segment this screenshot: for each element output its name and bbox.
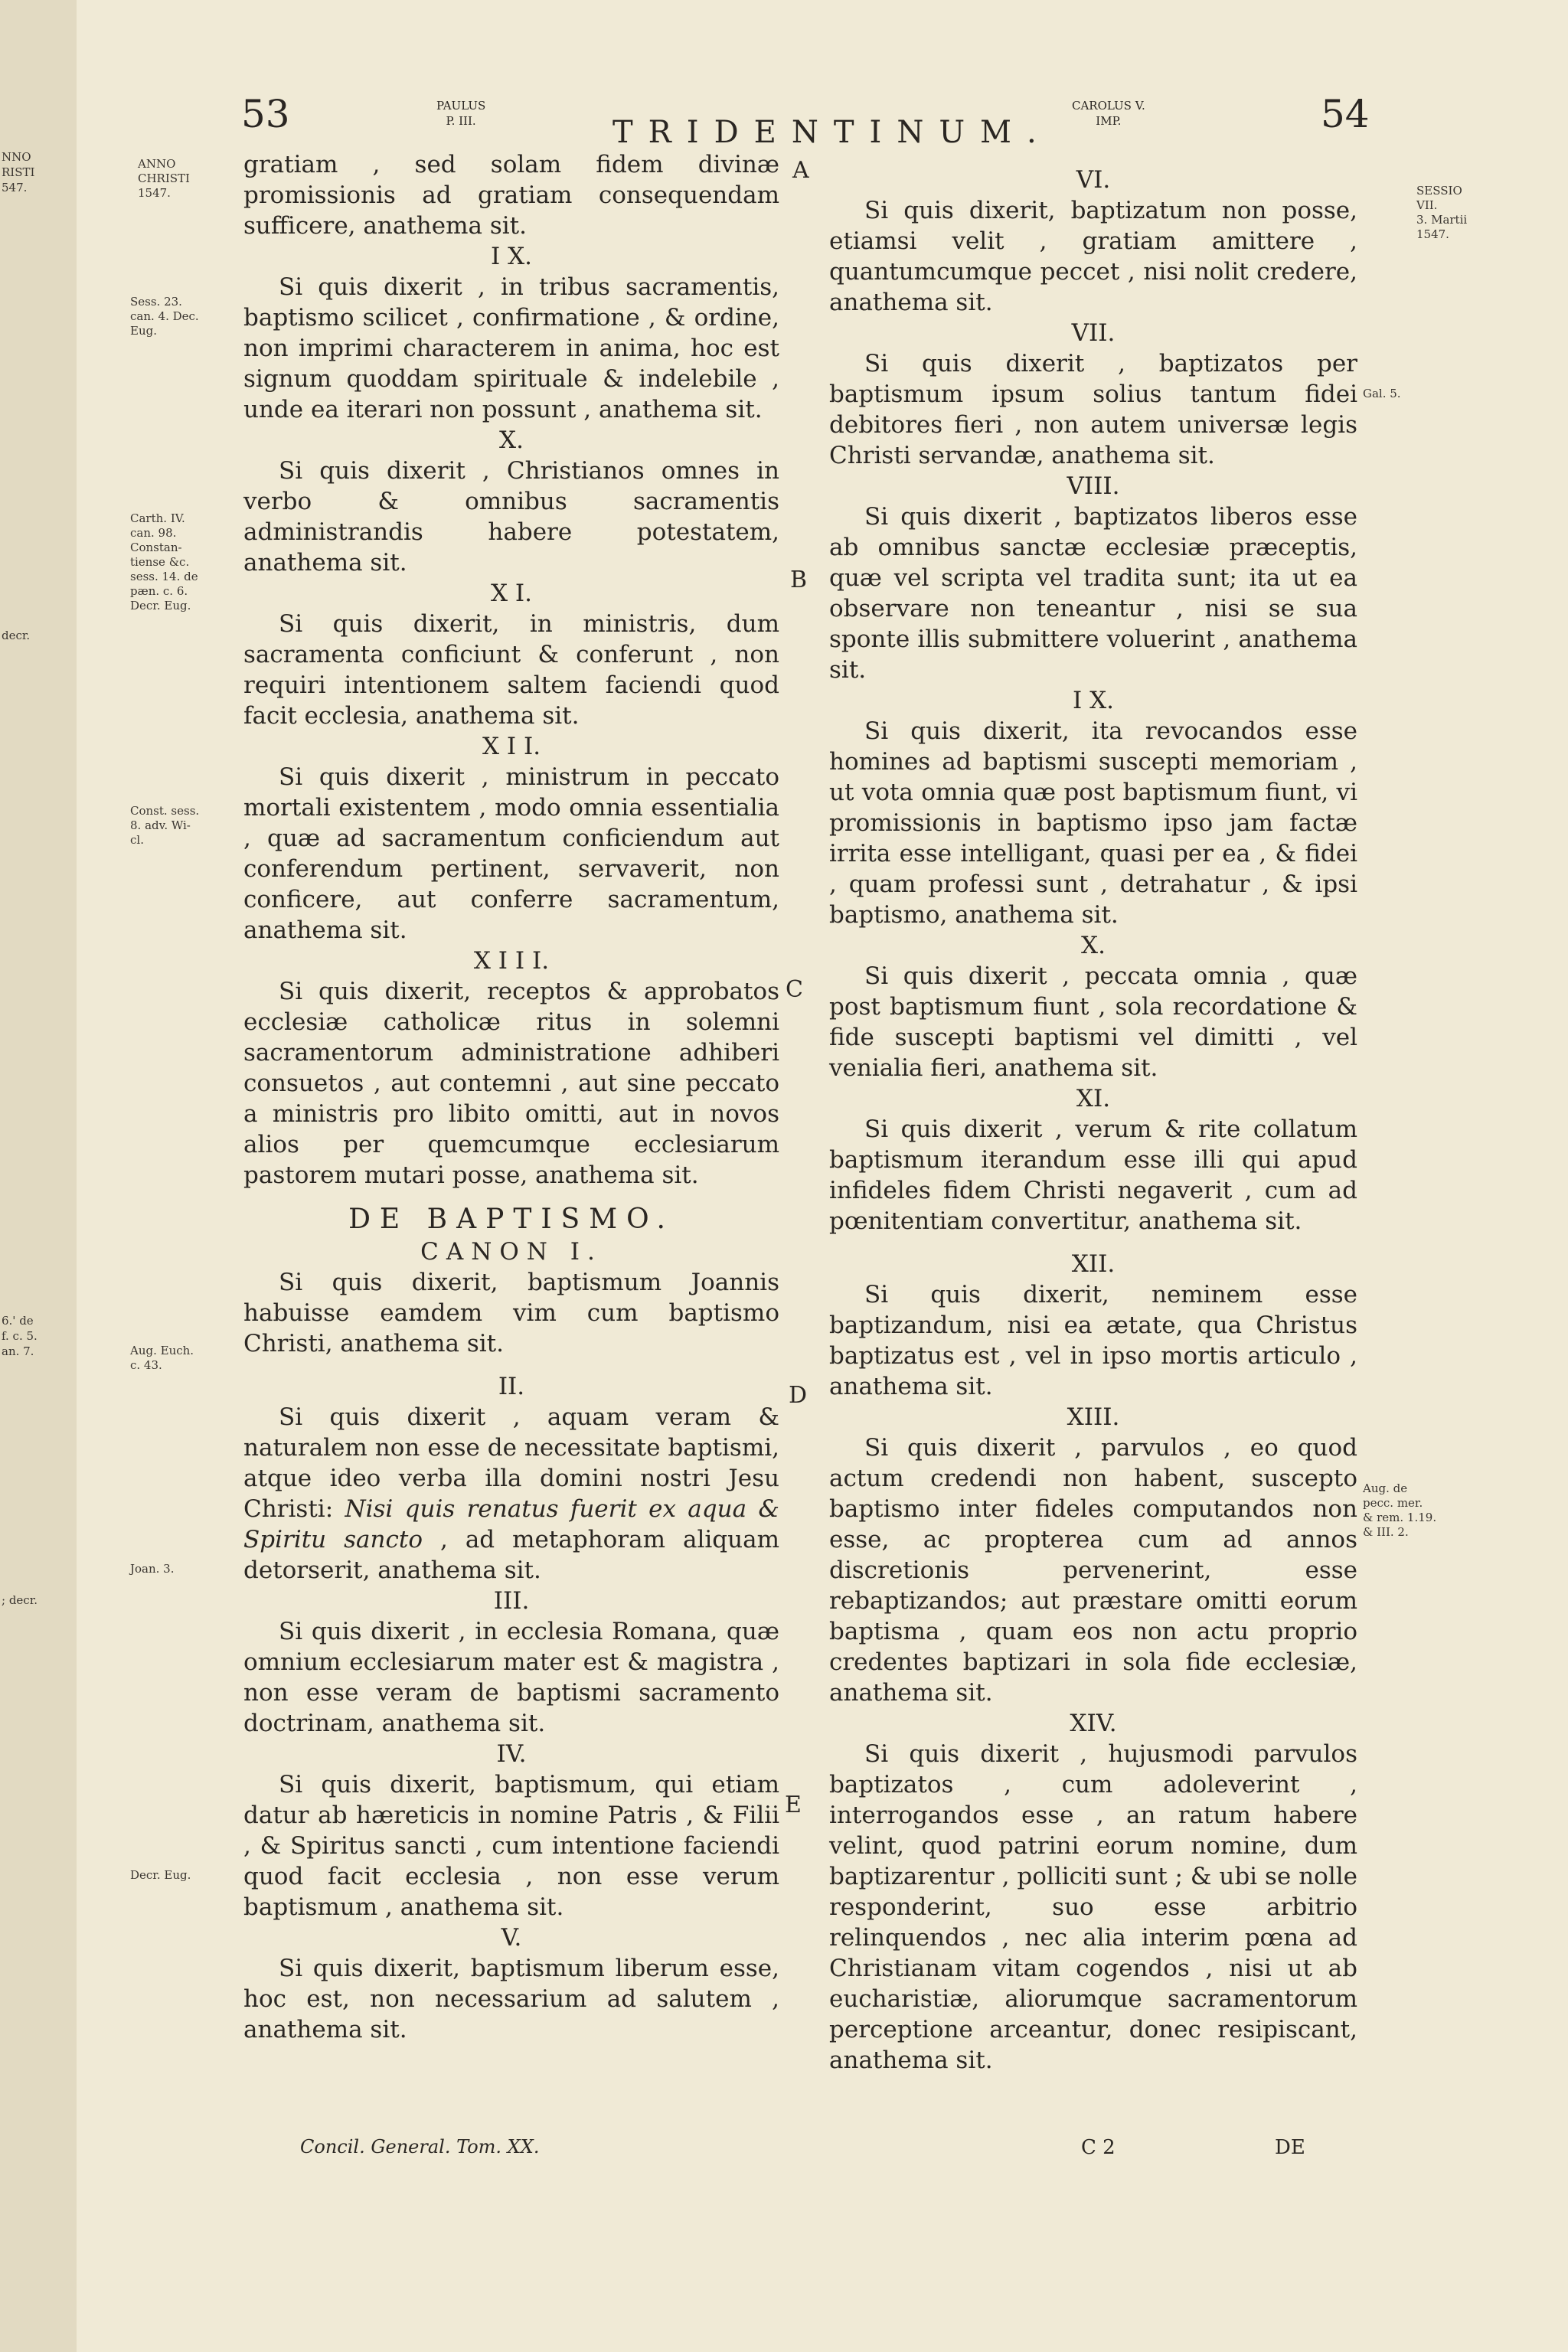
canon-number: VIII. xyxy=(1067,472,1120,500)
page-number-right: 54 xyxy=(1321,92,1370,136)
canon-text: Si quis dixerit , in tribus sacramentis, baptismo scilicet , confirmatione , & ordine, non imprimi characterem in anima, hoc est signum quoddam spirituale & indelebile , unde ea iterari non possunt , anathema sit. xyxy=(243,273,779,423)
canon-number: X. xyxy=(499,426,524,454)
canon-text: Si quis dixerit , hujusmodi parvulos baptizatos , cum adoleverint , interrogandos esse , an ratum habere velint, quod patrini eorum nomine, dum baptizarentur , polliciti sunt ; & ubi se nolle responderint, suo esse arbitrio relinquendos , nec alia interim pœna ad Christianam vitam cogendos , nisi ut ab eucharistiæ, aliorumque sacramentorum perceptione arceantur, donec resipiscant, anathema sit. xyxy=(829,1740,1357,2074)
canon-number: VII. xyxy=(1071,319,1116,347)
canon-number: IV. xyxy=(496,1740,527,1768)
previous-page-gutter xyxy=(0,0,79,2352)
canon-text: Si quis dixerit, in ministris, dum sacramenta conficiunt & conferunt , non requiri intentionem saltem faciendi quod facit ecclesia, anathema sit. xyxy=(243,610,779,730)
section-heading: DE BAPTISMO. xyxy=(348,1204,675,1235)
page-number-left: 53 xyxy=(241,92,290,136)
header-emperor: CAROLUS V. IMP. xyxy=(1072,99,1145,128)
margin-note: Gal. 5. xyxy=(1363,387,1401,400)
margin-note: Aug. de pecc. mer. & rem. 1.19. & III. 2. xyxy=(1363,1481,1437,1539)
canon-text: Si quis dixerit , parvulos , eo quod actum credendi non habent, suscepto baptismo inter fideles computandos non esse, ac propterea cum ad annos discretionis pervenerint, esse rebaptizandos; aut præstare omitti eorum baptisma , quam eos non actu proprio credentes baptizari in sola fide ecclesiæ, anathema sit. xyxy=(829,1434,1357,1707)
gutter-note: decr. xyxy=(2,629,31,642)
footer-source: Concil. General. Tom. XX. xyxy=(300,2136,540,2158)
canon-text: Si quis dixerit , Christianos omnes in verbo & omnibus sacramentis administrandis habere potestatem, anathema sit. xyxy=(243,457,779,577)
margin-year: ANNO CHRISTI 1547. xyxy=(138,157,190,200)
margin-note: Joan. 3. xyxy=(130,1562,175,1576)
canon-text: Si quis dixerit, baptizatum non posse, etiamsi velit , gratiam amittere , quantumcumque peccet , nisi nolit credere, anathema sit. xyxy=(829,197,1357,316)
margin-note: Decr. Eug. xyxy=(130,1868,191,1882)
section-letter: E xyxy=(785,1792,802,1818)
canon-text: Si quis dixerit, baptismum, qui etiam datur ab hæreticis in nomine Patris , & Filii , & Spiritus sancti , cum intentione faciendi quod facit ecclesia , non esse verum baptismum , anathema sit. xyxy=(243,1771,779,1921)
canon-number: II. xyxy=(498,1373,525,1400)
canon-number: X I I. xyxy=(482,733,541,760)
canon-text: Si quis dixerit , peccata omnia , quæ post baptismum fiunt , sola recordatione & fide suscepti baptismi vel dimitti , vel venialia fieri, anathema sit. xyxy=(829,962,1357,1082)
left-column xyxy=(243,149,779,2045)
canon-number: III. xyxy=(493,1587,530,1615)
section-letter: C xyxy=(786,976,803,1003)
canon-number: V. xyxy=(501,1924,522,1952)
section-letter: A xyxy=(792,157,809,184)
canon-text: Si quis dixerit , baptizatos liberos esse ab omnibus sanctæ ecclesiæ præceptis, quæ vel scripta vel tradita sunt; ita ut ea observare non teneantur , nisi se sua sponte illis submittere voluerint , anathema sit. xyxy=(829,503,1357,684)
canon-heading: CANON I. xyxy=(420,1238,603,1266)
canon-number: X. xyxy=(1081,932,1106,959)
margin-note: Aug. Euch. c. 43. xyxy=(130,1344,194,1372)
right-column xyxy=(829,165,1357,2076)
gutter-note: ; decr. xyxy=(2,1593,38,1607)
canon-text: Si quis dixerit, receptos & approbatos ecclesiæ catholicæ ritus in solemni sacramentorum administratione adhiberi consuetos , aut contemni , aut sine peccato a ministris pro libito omitti, aut in novos alios per quemcumque ecclesiarum pastorem mutari posse, anathema sit. xyxy=(243,978,779,1189)
margin-note: Const. sess. 8. adv. Wi- cl. xyxy=(130,804,200,847)
section-letter: D xyxy=(789,1382,808,1409)
canon-text: gratiam , sed solam fidem divinæ promissionis ad gratiam consequendam sufficere, anathema sit. xyxy=(243,151,779,240)
gutter-note: NNO RISTI 547. xyxy=(2,150,35,194)
canon-text: Si quis dixerit , ministrum in peccato mortali existentem , modo omnia essentialia , quæ ad sacramentum conficiendum aut conferendum pertinent, servaverit, non conficere, aut conferre sacramentum, anathema sit. xyxy=(243,763,779,944)
canon-text: Si quis dixerit , verum & rite collatum baptismum iterandum esse illi qui apud infideles fidem Christi negaverit , cum ad pœnitentiam convertitur, anathema sit. xyxy=(829,1116,1357,1235)
canon-text: Si quis dixerit , in ecclesia Romana, quæ omnium ecclesiarum mater est & magistra , non esse veram de baptismi sacramento doctrinam, anathema sit. xyxy=(243,1618,779,1737)
scripture-quote: Nisi quis renatus fuerit ex aqua & Spiritu sancto xyxy=(243,1495,779,1553)
header-pope: PAULUS P. III. xyxy=(436,99,486,128)
canon-text: Si quis dixerit, baptismum liberum esse, hoc est, non necessarium ad salutem , anathema sit. xyxy=(243,1955,779,2043)
canon-number: X I. xyxy=(490,580,533,607)
margin-session: SESSIO VII. 3. Martii 1547. xyxy=(1416,184,1468,241)
canon-number: XIII. xyxy=(1067,1403,1120,1431)
catchword: DE xyxy=(1275,2136,1305,2159)
canon-text: Si quis dixerit, baptismum Joannis habuisse eamdem vim cum baptismo Christi, anathema sit. xyxy=(243,1269,779,1357)
gutter-note: 6.' de f. c. 5. an. 7. xyxy=(2,1314,38,1358)
canon-number: I X. xyxy=(1072,687,1115,714)
margin-note: Carth. IV. can. 98. Constan- tiense &c. sess. 14. de pæn. c. 6. Decr. Eug. xyxy=(130,511,198,612)
canon-number: XIV. xyxy=(1070,1710,1117,1737)
canon-text: Si quis dixerit, ita revocandos esse homines ad baptismi suscepti memoriam , ut vota omnia quæ post baptismum fiunt, vi promissionis in baptismo ipso jam factæ irrita esse intelligant, quasi per ea , & fidei , quam professi sunt , detrahatur , & ipsi baptismo, anathema sit. xyxy=(829,717,1357,929)
canon-number: VI. xyxy=(1076,166,1111,194)
canon-number: X I I I. xyxy=(473,947,550,975)
canon-text: Si quis dixerit, neminem esse baptizandum, nisi ea ætate, qua Christus baptizatus est , vel in ipso mortis articulo , anathema sit. xyxy=(829,1281,1357,1400)
signature-mark: C 2 xyxy=(1081,2136,1116,2159)
canon-number: XI. xyxy=(1076,1085,1111,1112)
canon-number: I X. xyxy=(490,243,533,270)
canon-text: Si quis dixerit , baptizatos per baptismum ipsum solius tantum fidei debitores fieri , non autem universæ legis Christi servandæ, anathema sit. xyxy=(829,350,1357,469)
canon-number: XII. xyxy=(1071,1250,1116,1278)
running-title: TRIDENTINUM. xyxy=(612,115,1052,150)
canon-text: Si quis dixerit , aquam veram & naturalem non esse de necessitate baptismi, atque ideo verba illa domini nostri Jesu Christi: Nisi quis renatus fuerit ex aqua & Spiritu sancto , ad metaphoram aliquam detorserit, anathema sit. xyxy=(243,1403,779,1584)
section-letter: B xyxy=(790,567,808,593)
margin-note: Sess. 23. can. 4. Dec. Eug. xyxy=(130,295,199,338)
